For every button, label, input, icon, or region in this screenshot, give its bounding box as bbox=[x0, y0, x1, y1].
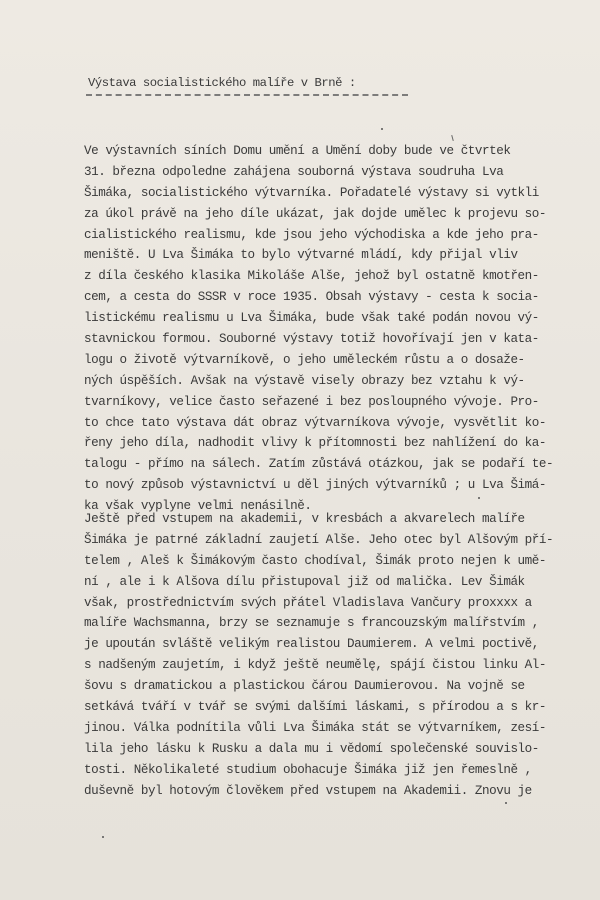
text-line: však, prostřednictvím svých přátel Vladislava Vančury proxxxx a bbox=[84, 595, 532, 610]
text-line: ka však vyplyne velmi nenásilně. bbox=[84, 499, 312, 514]
text-line: cem, a cesta do SSSR v roce 1935. Obsah výstavy - cesta k socia- bbox=[84, 290, 539, 305]
text-line: za úkol právě na jeho díle ukázat, jak dojde umělec k projevu so- bbox=[84, 206, 546, 221]
text-line: listickému realismu u Lva Šimáka, bude však také podán novou vý- bbox=[84, 311, 539, 326]
text-line: duševně byl hotovým člověkem před vstupem na Akademii. Znovu je bbox=[84, 783, 532, 798]
paragraph-1 bbox=[84, 141, 553, 517]
text-line: jinou. Válka podnítila vůli Lva Šimáka stát se výtvarníkem, zesí- bbox=[84, 720, 546, 735]
text-line: logu o životě výtvarníkově, o jeho uměleckém růstu a o dosaže- bbox=[84, 352, 525, 367]
paper-mark bbox=[451, 135, 454, 141]
text-line: 31. března odpoledne zahájena souborná výstava soudruha Lva bbox=[84, 164, 504, 179]
text-line: tvarníkovy, velice často seřazené i bez posloupného vývoje. Pro- bbox=[84, 394, 539, 409]
text-line: šovu s dramatickou a plastickou čárou Daumierovou. Na vojně se bbox=[84, 679, 525, 694]
text-line: tosti. Několikaleté studium obohacuje Šimáka již jen řemeslně , bbox=[84, 762, 532, 777]
text-line: Ve výstavních síních Domu umění a Umění doby bude ve čtvrtek bbox=[84, 144, 511, 158]
paper-speck bbox=[381, 128, 383, 130]
paragraph-2 bbox=[84, 509, 553, 801]
text-line: stavnickou formou. Souborné výstavy totiž hovořívají jen v kata- bbox=[84, 332, 539, 347]
text-line: Ještě před vstupem na akademii, v kresbách a akvarelech malíře bbox=[84, 512, 525, 526]
text-line: cialistického realismu, kde jsou jeho východiska a kde jeho pra- bbox=[84, 227, 539, 242]
text-line: řeny jeho díla, nadhodit vlivy k přítomnosti bez nahlížení do ka- bbox=[84, 436, 546, 451]
text-line: s nadšeným zaujetím, i když ještě neumělę, spájí čistou linku Al- bbox=[84, 658, 546, 673]
text-line: Šimáka, socialistického výtvarníka. Pořadatelé výstavy si vytkli bbox=[84, 185, 539, 200]
paper-speck bbox=[102, 836, 104, 838]
text-line: Šimáka je patrné základní zaujetí Alše. Jeho otec byl Alšovým pří- bbox=[84, 532, 554, 547]
paper-speck bbox=[505, 802, 507, 804]
text-line: setkává tváří v tvář se svými dalšími láskami, s přírodou a s kr- bbox=[84, 700, 546, 715]
text-line: telem , Aleš k Šimákovým často chodíval, Šimák proto nejen k umě- bbox=[84, 553, 546, 568]
text-line: z díla českého klasika Mikoláše Alše, jehož byl ostatně kmotřen- bbox=[84, 269, 539, 284]
text-line: to nový způsob výstavnictví u děl jiných výtvarníků ; u Lva Šimá- bbox=[84, 478, 546, 493]
text-line: ní , ale i k Alšova dílu přistupoval již od malička. Lev Šimák bbox=[84, 574, 525, 589]
text-line: malíře Wachsmanna, brzy se seznamuje s francouzským malířstvím , bbox=[84, 616, 539, 631]
document-title: Výstava socialistického malíře v Brně : bbox=[88, 76, 356, 90]
text-line: meniště. U Lva Šimáka to bylo výtvarné mládí, kdy přijal vliv bbox=[84, 248, 518, 263]
text-line: je upoután svláště velikým realistou Daumierem. A velmi poctivě, bbox=[84, 637, 539, 652]
text-line: ných úspěších. Avšak na výstavě visely obrazy bez vztahu k vý- bbox=[84, 373, 525, 388]
text-line: lila jeho lásku k Rusku a dala mu i vědomí společenské souvislo- bbox=[84, 741, 539, 756]
text-line: talogu - přímo na sálech. Zatím zůstává otázkou, jak se podaří te- bbox=[84, 457, 554, 472]
text-line: to chce tato výstava dát obraz výtvarníkova vývoje, vysvětlit ko- bbox=[84, 415, 546, 430]
paper-speck bbox=[478, 497, 480, 499]
title-underline bbox=[86, 94, 408, 96]
